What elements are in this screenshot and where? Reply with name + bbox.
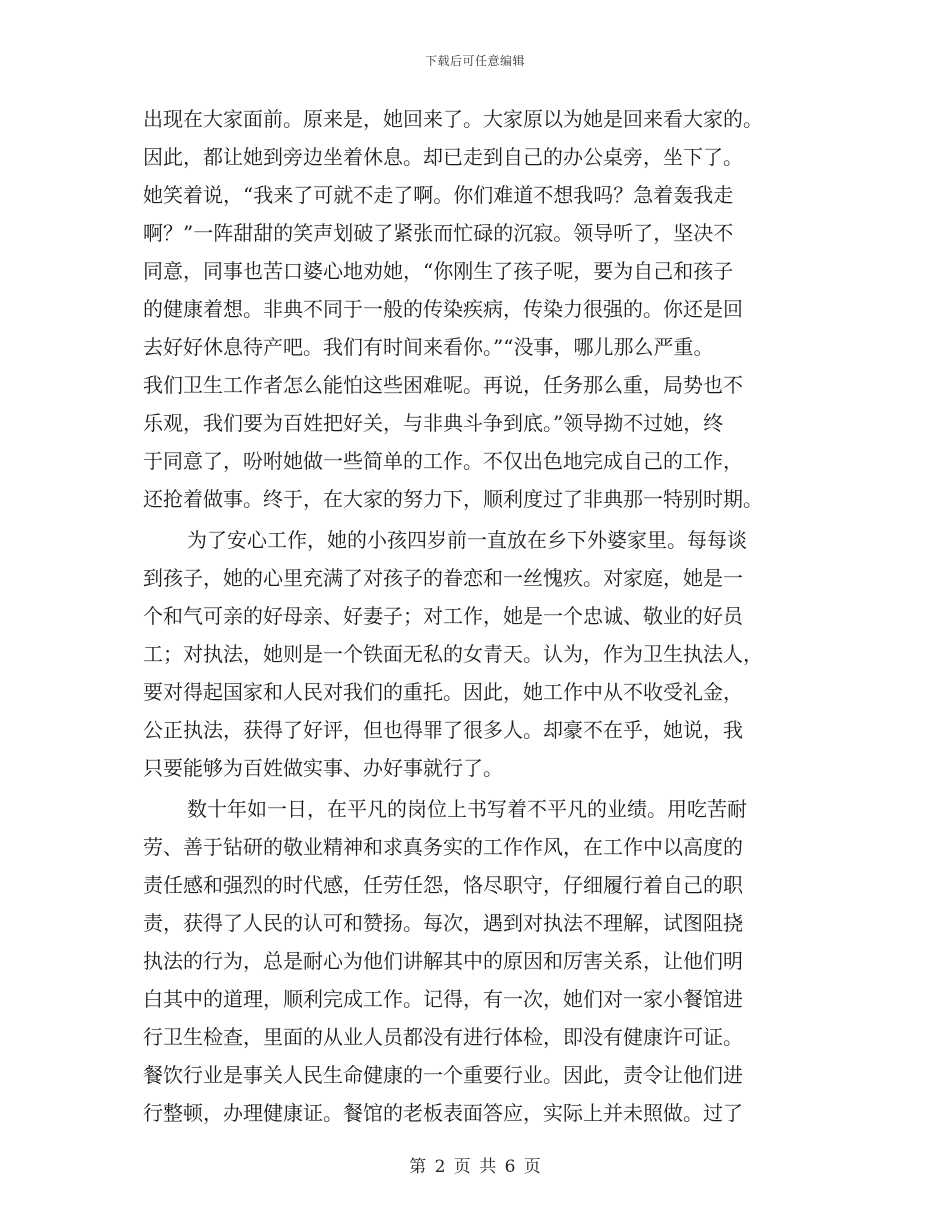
- text-line: 同意，同事也苦口婆心地劝她，“你刚生了孩子呢，要为自己和孩子: [143, 259, 734, 283]
- document-body: [143, 100, 807, 1132]
- text-line: 她笑着说，“我来了可就不走了啊。你们难道不想我吗？急着轰我走: [143, 183, 734, 207]
- text-line: 责，获得了人民的认可和赞扬。每次，遇到对执法不理解，试图阻挠: [143, 911, 743, 935]
- text-line: 数十年如一日，在平凡的岗位上书写着不平凡的业绩。用吃苦耐: [187, 797, 747, 821]
- text-line: 我们卫生工作者怎么能怕这些困难呢。再说，任务那么重，局势也不: [143, 373, 743, 397]
- text-line: 去好好休息待产吧。我们有时间来看你。”“没事，哪儿那么严重。: [143, 335, 714, 359]
- text-line: 于同意了，吩咐她做一些简单的工作。不仅出色地完成自己的工作，: [143, 449, 743, 473]
- text-line: 为了安心工作，她的小孩四岁前一直放在乡下外婆家里。每每谈: [187, 528, 747, 552]
- text-line: 工；对执法，她则是一个铁面无私的女青天。认为，作为卫生执法人，: [143, 642, 763, 666]
- text-line: 劳、善于钻研的敬业精神和求真务实的工作作风，在工作中以高度的: [143, 835, 743, 859]
- text-line: 只要能够为百姓做实事、办好事就行了。: [143, 756, 503, 780]
- text-line: 还抢着做事。终于，在大家的努力下，顺利度过了非典那一特别时期。: [143, 487, 763, 511]
- text-line: 到孩子，她的心里充满了对孩子的眷恋和一丝愧疚。对家庭，她是一: [143, 566, 743, 590]
- text-line: 执法的行为，总是耐心为他们讲解其中的原因和厉害关系，让他们明: [143, 949, 743, 973]
- text-line: 的健康着想。非典不同于一般的传染疾病，传染力很强的。你还是回: [143, 297, 743, 321]
- text-line: 责任感和强烈的时代感，任劳任怨，恪尽职守，仔细履行着自己的职: [143, 873, 743, 897]
- paragraph-2: [143, 521, 807, 787]
- text-line: 出现在大家面前。原来是，她回来了。大家原以为她是回来看大家的。: [143, 107, 763, 131]
- text-line: 乐观，我们要为百姓把好关，与非典斗争到底。”领导拗不过她，终: [143, 411, 724, 435]
- text-line: 行卫生检查，里面的从业人员都没有进行体检，即没有健康许可证。: [143, 1025, 743, 1049]
- paragraph-1: [143, 100, 807, 518]
- page-number-footer: 第 2 页 共 6 页: [409, 1157, 541, 1177]
- text-line: 行整顿，办理健康证。餐馆的老板表面答应，实际上并未照做。过了: [143, 1101, 743, 1125]
- text-line: 啊？”一阵甜甜的笑声划破了紧张而忙碌的沉寂。领导听了，坚决不: [143, 221, 734, 245]
- text-line: 因此，都让她到旁边坐着休息。却已走到自己的办公桌旁，坐下了。: [143, 145, 743, 169]
- text-line: 公正执法，获得了好评，但也得罪了很多人。却豪不在乎，她说，我: [143, 718, 743, 742]
- paragraph-3: [143, 790, 807, 1132]
- text-line: 个和气可亲的好母亲、好妻子；对工作，她是一个忠诚、敬业的好员: [143, 604, 743, 628]
- text-line: 白其中的道理，顺利完成工作。记得，有一次，她们对一家小餐馆进: [143, 987, 743, 1011]
- text-line: 要对得起国家和人民对我们的重托。因此，她工作中从不收受礼金，: [143, 680, 743, 704]
- page-header: 下载后可任意编辑: [424, 54, 525, 68]
- text-line: 餐饮行业是事关人民生命健康的一个重要行业。因此，责令让他们进: [143, 1063, 743, 1087]
